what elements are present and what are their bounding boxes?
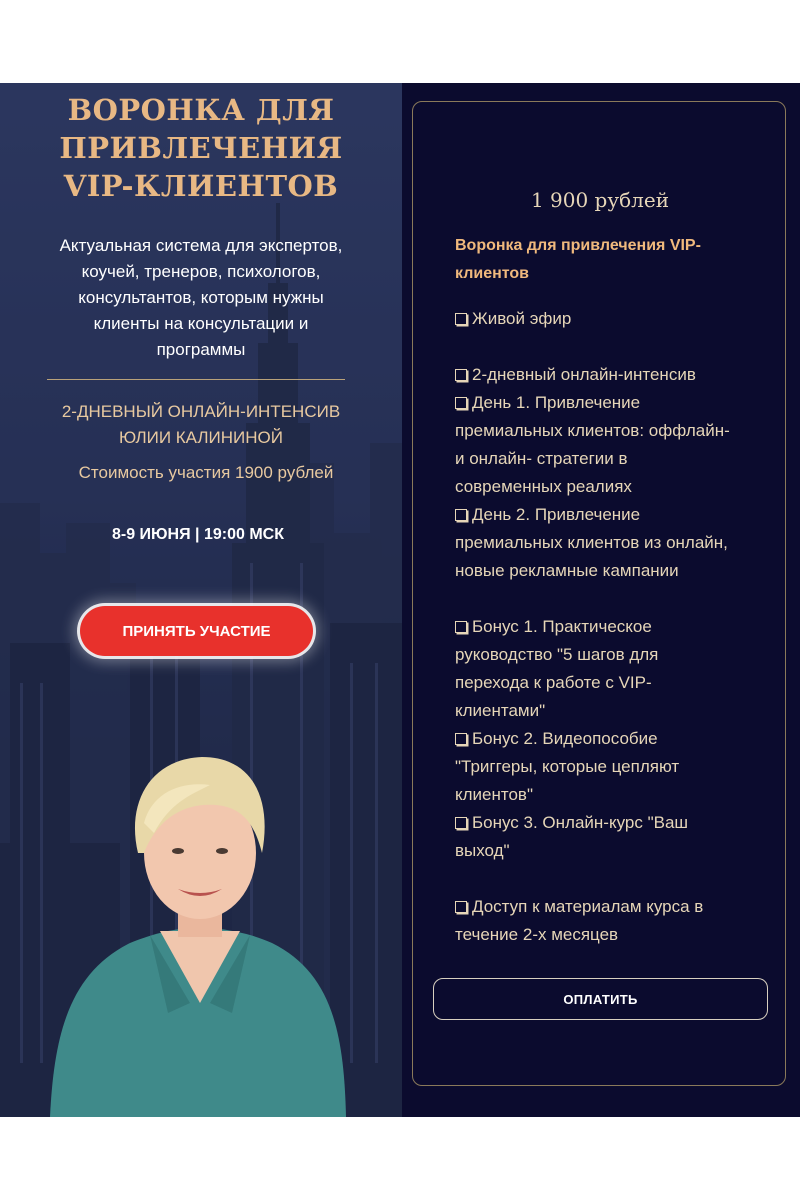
feature-text: 2-дневный онлайн-интенсив bbox=[472, 365, 696, 384]
checkbox-bullet-icon bbox=[455, 621, 467, 633]
price-card bbox=[412, 101, 786, 1086]
speaker-portrait bbox=[40, 703, 360, 1117]
price-label: 1 900 рублей bbox=[530, 188, 670, 212]
feature-item bbox=[455, 389, 765, 501]
feature-item bbox=[455, 361, 765, 389]
feature-text: День 2. Привлечение премиальных клиентов из онлайн, новые рекламные кампании bbox=[455, 505, 728, 580]
feature-item bbox=[455, 893, 765, 949]
hero-price-text: Стоимость участия 1900 рублей bbox=[78, 463, 334, 482]
hero-date: 8-9 ИЮНЯ | 19:00 МСК bbox=[111, 526, 284, 543]
feature-item bbox=[455, 613, 765, 725]
feature-text: Бонус 2. Видеопособие "Триггеры, которые цепляют клиентов" bbox=[455, 729, 680, 804]
checkbox-bullet-icon bbox=[455, 369, 467, 381]
join-button[interactable]: ПРИНЯТЬ УЧАСТИЕ bbox=[80, 606, 313, 656]
hero-panel bbox=[0, 83, 402, 1117]
checkbox-bullet-icon bbox=[455, 509, 467, 521]
checkbox-bullet-icon bbox=[455, 901, 467, 913]
pay-button[interactable]: ОПЛАТИТЬ bbox=[433, 978, 768, 1020]
feature-item bbox=[455, 305, 765, 333]
feature-spacer bbox=[455, 865, 765, 893]
course-name: Воронка для привлечения VIP- клиентов bbox=[455, 237, 701, 282]
feature-item bbox=[455, 725, 765, 809]
hero-divider bbox=[47, 379, 345, 380]
checkbox-bullet-icon bbox=[455, 733, 467, 745]
feature-text: Доступ к материалам курса в течение 2-х месяцев bbox=[455, 897, 704, 944]
hero-description: Актуальная система для экспертов, коучей, тренеров, психологов, консультантов, которым нужны клиенты на консультации и программы bbox=[59, 236, 343, 359]
checkbox-bullet-icon bbox=[455, 397, 467, 409]
feature-item bbox=[455, 501, 765, 585]
checkbox-bullet-icon bbox=[455, 817, 467, 829]
hero-title: ВОРОНКА ДЛЯ ПРИВЛЕЧЕНИЯ VIP-КЛИЕНТОВ bbox=[59, 93, 343, 203]
feature-spacer bbox=[455, 333, 765, 361]
feature-text: Бонус 1. Практическое руководство "5 шагов для перехода к работе с VIP- клиентами" bbox=[455, 617, 659, 720]
course-banner bbox=[0, 83, 800, 1117]
feature-spacer bbox=[455, 585, 765, 613]
feature-text: День 1. Привлечение премиальных клиентов: оффлайн- и онлайн- стратегии в современных реалиях bbox=[455, 393, 730, 496]
feature-text: Живой эфир bbox=[472, 309, 572, 328]
checkbox-bullet-icon bbox=[455, 313, 467, 325]
hero-event-title: 2-ДНЕВНЫЙ ОНЛАЙН-ИНТЕНСИВ ЮЛИИ КАЛИНИНОЙ bbox=[61, 402, 341, 447]
feature-item bbox=[455, 809, 765, 865]
feature-list bbox=[455, 305, 765, 949]
feature-text: Бонус 3. Онлайн-курс "Ваш выход" bbox=[455, 813, 689, 860]
